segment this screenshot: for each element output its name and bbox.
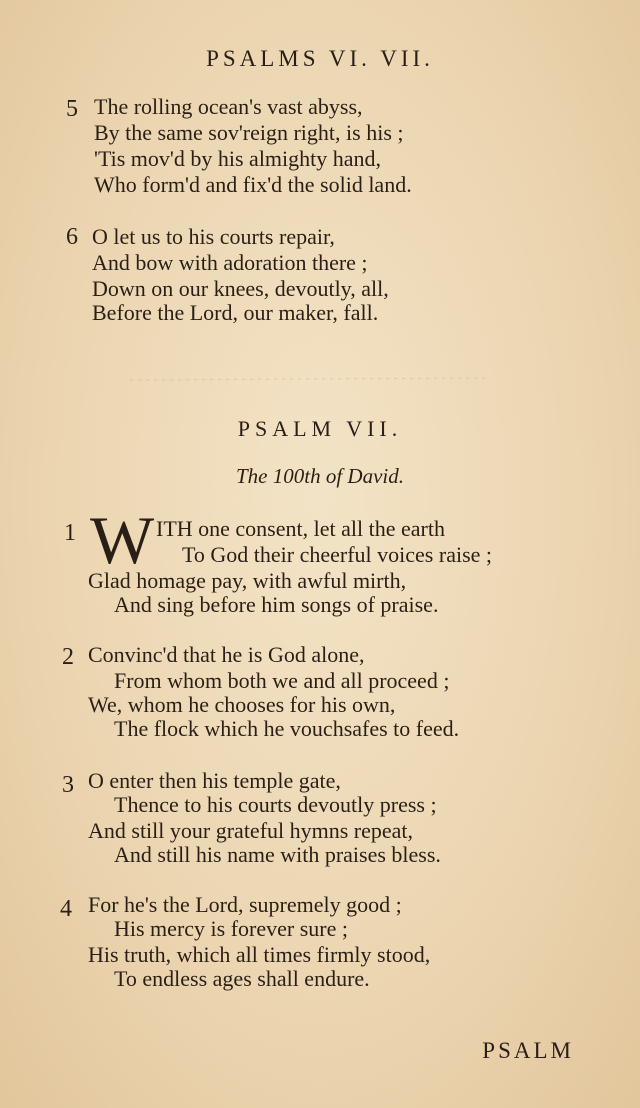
verse-line: From whom both we and all proceed ; <box>114 668 450 693</box>
psalm-subtitle: The 100th of David. <box>236 464 404 488</box>
verse-line: By the same sov'reign right, is his ; <box>94 120 404 145</box>
verse-line: O let us to his courts repair, <box>92 224 335 249</box>
verse-line: His truth, which all times firmly stood, <box>88 942 431 967</box>
verse-line: His mercy is forever sure ; <box>114 916 348 941</box>
drop-cap: W <box>90 502 155 578</box>
verse-line: And bow with adoration there ; <box>92 250 368 275</box>
verse-line: 'Tis mov'd by his almighty hand, <box>94 146 382 171</box>
verse-number: 2 <box>62 644 74 670</box>
catchword: PSALM <box>482 1038 574 1063</box>
verse-line: Who form'd and fix'd the solid land. <box>94 172 412 197</box>
verse-line: The flock which he vouchsafes to feed. <box>114 716 460 741</box>
verse-line: Thence to his courts devoutly press ; <box>114 792 437 817</box>
verse-number: 1 <box>64 520 76 546</box>
verse-number: 4 <box>60 896 72 922</box>
verse-line: Down on our knees, devoutly, all, <box>92 276 389 301</box>
faded-ornament-icon <box>130 366 490 388</box>
verse-line: O enter then his temple gate, <box>88 768 341 793</box>
psalm-title: PSALM VII. <box>237 416 403 441</box>
verse-line: And still his name with praises bless. <box>114 842 441 867</box>
verse-line: For he's the Lord, supremely good ; <box>88 892 402 917</box>
verse-line: We, whom he chooses for his own, <box>88 692 396 717</box>
faded-bleedthrough <box>130 366 490 388</box>
verse-line: ITH one consent, let all the earth <box>156 516 445 541</box>
verse-line: To endless ages shall endure. <box>114 966 370 991</box>
verse-line: The rolling ocean's vast abyss, <box>94 94 363 119</box>
verse-number: 6 <box>66 224 78 250</box>
verse-line: And still your grateful hymns repeat, <box>88 818 414 843</box>
verse-line: Before the Lord, our maker, fall. <box>92 300 379 325</box>
running-header: PSALMS VI. VII. <box>206 46 434 71</box>
verse-line: Glad homage pay, with awful mirth, <box>88 568 407 593</box>
verse-number: 3 <box>62 772 74 798</box>
verse-line: And sing before him songs of praise. <box>114 592 439 617</box>
verse-line: Convinc'd that he is God alone, <box>88 642 365 667</box>
verse-line: To God their cheerful voices raise ; <box>182 542 493 567</box>
verse-number: 5 <box>66 96 78 122</box>
